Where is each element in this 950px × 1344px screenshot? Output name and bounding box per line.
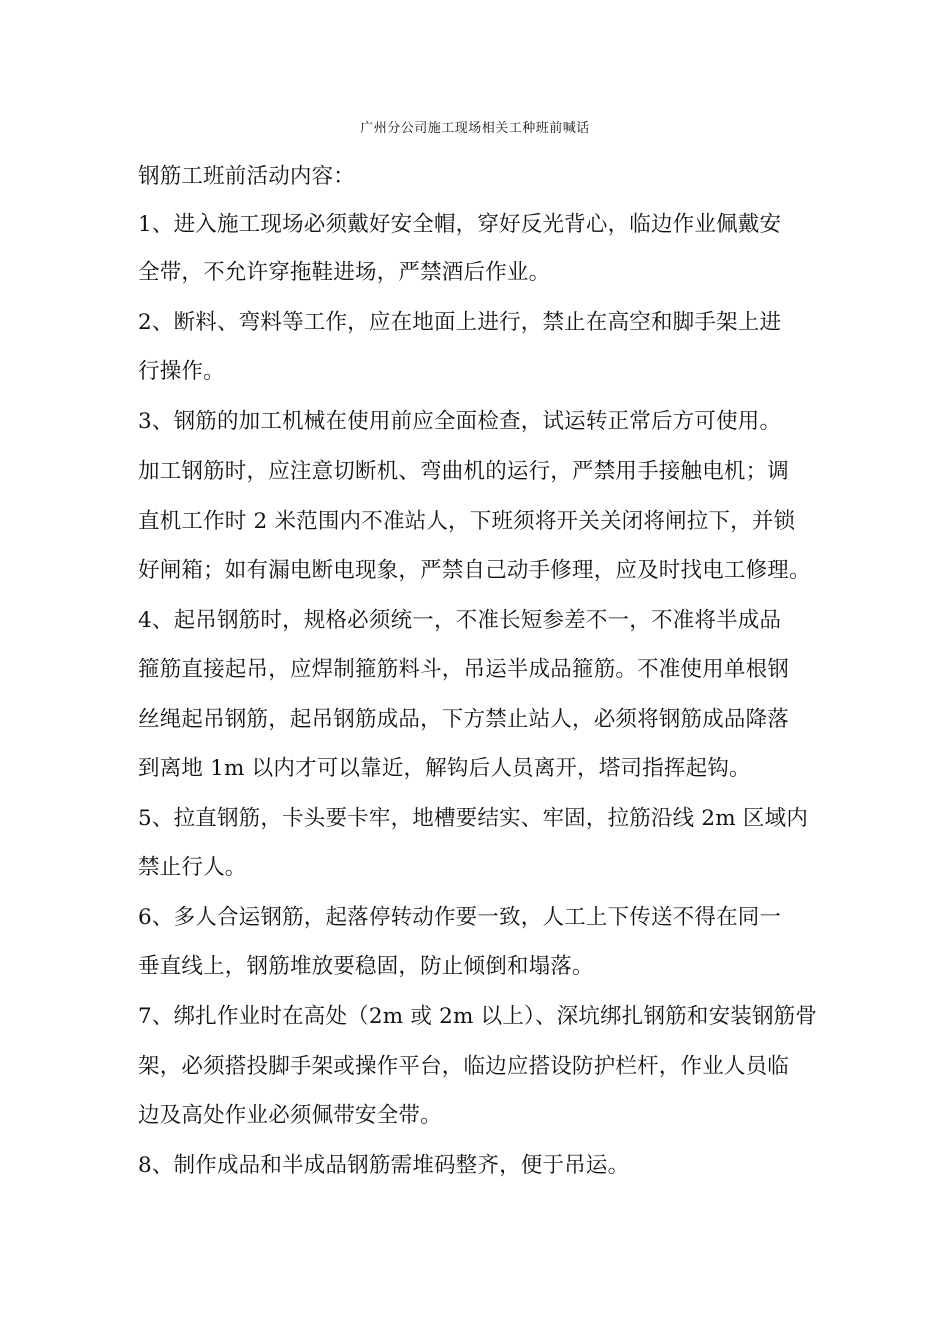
text-line-13: 5、拉直钢筋，卡头要卡牢，地槽要结实、牢固，拉筋沿线 2m 区域内 [138, 806, 809, 831]
text-line-1: 1、进入施工现场必须戴好安全帽，穿好反光背心，临边作业佩戴安 [138, 212, 782, 237]
text-line-11: 丝绳起吊钢筋，起吊钢筋成品，下方禁止站人，必须将钢筋成品降落 [138, 707, 790, 732]
text-line-20: 8、制作成品和半成品钢筋需堆码整齐，便于吊运。 [138, 1153, 630, 1178]
text-line-5: 3、钢筋的加工机械在使用前应全面检查，试运转正常后方可使用。 [138, 409, 782, 434]
document-title: 广州分公司施工现场相关工种班前喊话 [360, 121, 590, 136]
text-line-2: 全带，不允许穿拖鞋进场，严禁酒后作业。 [138, 260, 551, 285]
text-line-9: 4、起吊钢筋时，规格必须统一，不准长短参差不一，不准将半成品 [138, 608, 782, 633]
text-line-3: 2、断料、弯料等工作，应在地面上进行，禁止在高空和脚手架上进 [138, 310, 782, 335]
text-line-15: 6、多人合运钢筋，起落停转动作要一致，人工上下传送不得在同一 [138, 905, 782, 930]
text-line-14: 禁止行人。 [138, 855, 247, 880]
section-heading: 钢筋工班前活动内容： [138, 164, 356, 189]
text-line-10: 箍筋直接起吊，应焊制箍筋料斗，吊运半成品箍筋。不准使用单根钢 [138, 657, 790, 682]
text-line-7: 直机工作时 2 米范围内不准站人，下班须将开关关闭将闸拉下，并锁 [138, 509, 796, 534]
text-line-6: 加工钢筋时，应注意切断机、弯曲机的运行，严禁用手接触电机；调 [138, 459, 790, 484]
text-line-16: 垂直线上，钢筋堆放要稳固，防止倾倒和塌落。 [138, 954, 594, 979]
text-line-19: 边及高处作业必须佩带安全带。 [138, 1103, 442, 1128]
text-line-18: 架，必须搭投脚手架或操作平台，临边应搭设防护栏杆，作业人员临 [138, 1054, 790, 1079]
text-line-12: 到离地 1m 以内才可以靠近，解钩后人员离开，塔司指挥起钩。 [138, 756, 751, 781]
text-line-8: 好闸箱；如有漏电断电现象，严禁自己动手修理，应及时找电工修理。 [138, 558, 811, 583]
text-line-17: 7、绑扎作业时在高处（2m 或 2m 以上）、深坑绑扎钢筋和安装钢筋骨 [138, 1004, 818, 1029]
text-line-4: 行操作。 [138, 359, 225, 384]
